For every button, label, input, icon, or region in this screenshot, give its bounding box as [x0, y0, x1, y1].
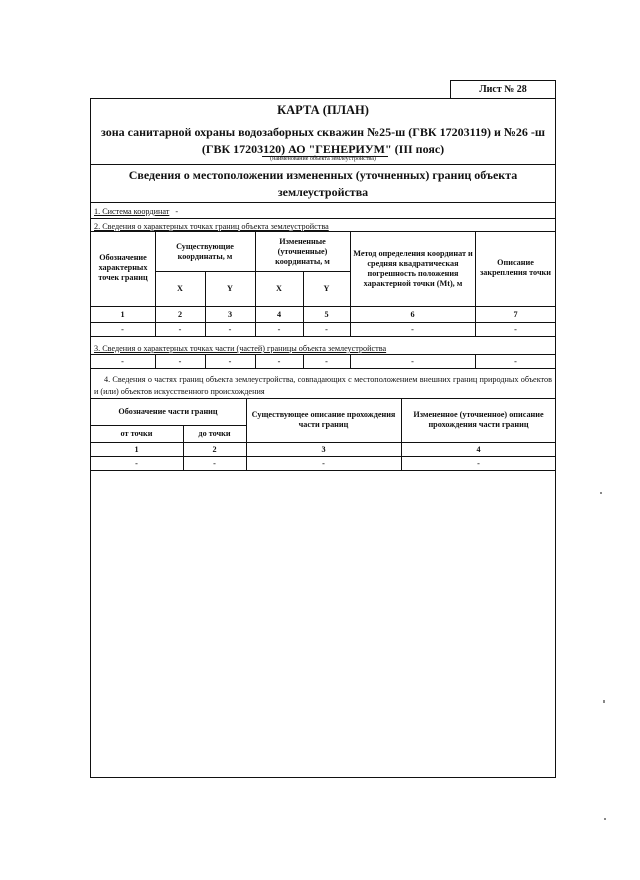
table-cell: - — [277, 324, 281, 334]
header-changed-desc: Измененное (уточненное) описание прохождения части границ — [413, 410, 544, 429]
table-cell: - — [325, 356, 328, 366]
table-cell: - — [411, 324, 414, 334]
header-existing-coords: Существующие координаты, м — [176, 242, 234, 261]
page-subtitle: зона санитарной охраны водозаборных скважин №25-ш (ГВК 17203119) и №26 -ш (ГВК 17203120) АО "ГЕНЕРИУМ" (III пояс) — [100, 125, 546, 156]
scan-speck — [603, 700, 605, 703]
table-cell: - — [325, 324, 328, 334]
col-number: 4 — [276, 309, 282, 319]
table-cell: - — [135, 458, 138, 468]
header-changed-coords: Измененные (уточненные) координаты, м — [275, 237, 330, 266]
header-existing-y: Y — [227, 283, 233, 293]
col-number: 5 — [324, 309, 329, 319]
header-changed-y: Y — [323, 283, 330, 293]
header-part-name: Обозначение части границ — [118, 406, 218, 416]
table-cell: - — [178, 356, 182, 366]
table-cell: - — [121, 356, 124, 366]
table-cell: - — [514, 324, 517, 334]
col-number: 7 — [513, 309, 518, 319]
title-divider — [90, 164, 556, 165]
table-cell: - — [228, 356, 232, 366]
col-number: 3 — [321, 444, 326, 454]
page-title: КАРТА (ПЛАН) — [277, 103, 369, 117]
section1-label — [94, 207, 178, 216]
table-cell: - — [411, 356, 414, 366]
col-number: 2 — [177, 309, 183, 319]
sheet-number: Лист № 28 — [450, 80, 556, 98]
section1-value: - — [175, 207, 179, 216]
object-caption: (наименование объекта землеустройства) — [270, 156, 376, 162]
table-cell: - — [213, 458, 216, 468]
section3-label: 3. Сведения о характерных точках части (частей) границы объекта землеустройства — [94, 344, 387, 353]
col-number: 1 — [120, 309, 125, 319]
col-number: 3 — [227, 309, 233, 319]
table1-top-line — [90, 231, 556, 232]
table-cell: - — [228, 324, 232, 334]
header-to-point: до точки — [198, 428, 231, 438]
table-cell: - — [121, 324, 124, 334]
table-cell: - — [514, 356, 517, 366]
scan-speck — [604, 818, 606, 820]
section2-label: 2. Сведения о характерных точках границ объекта землеустройства — [94, 222, 329, 231]
table-cell: - — [322, 458, 325, 468]
col-number: 6 — [410, 309, 415, 319]
section1-label-text: 1. Система координат — [94, 207, 170, 216]
header-existing-x: X — [177, 283, 183, 293]
section1-divider — [90, 218, 556, 219]
col-number: 4 — [476, 444, 481, 454]
table-cell: - — [277, 356, 281, 366]
table-cell: - — [178, 324, 182, 334]
scan-speck — [600, 492, 602, 494]
header-fixing: Описание закрепления точки — [480, 257, 551, 277]
section4-label: 4. Сведения о частях границ объекта землеустройства, совпадающих с местоположением внешних границ природных объектов и (или) объектов искусственного происхождения — [94, 375, 552, 396]
header-method: Метод определения координат и средняя квадратическая погрешность положения характерной точки (Mt), м — [353, 249, 473, 288]
header-existing-desc: Существующее описание прохождения части границ — [251, 410, 396, 429]
header-point-name: Обозначение характерных точек границ — [98, 252, 148, 282]
col-number: 2 — [212, 444, 217, 454]
table-cell: - — [477, 458, 480, 468]
caption-underline — [262, 156, 388, 157]
section-title-divider — [90, 202, 556, 203]
header-from-point: от точки — [120, 428, 153, 438]
col-number: 1 — [134, 444, 139, 454]
header-changed-x: X — [276, 283, 282, 293]
section-title: Сведения о местоположении измененных (уточненных) границ объекта землеустройства — [128, 168, 518, 199]
